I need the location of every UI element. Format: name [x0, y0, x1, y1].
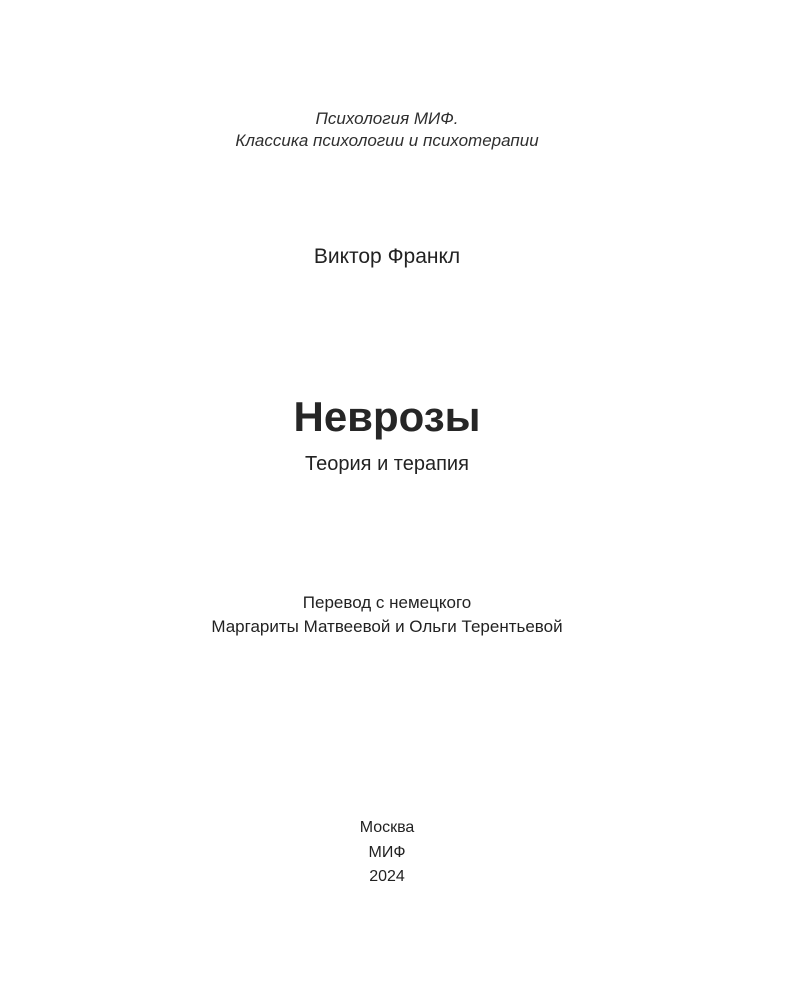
imprint-publisher: МИФ: [368, 844, 406, 861]
imprint-year: 2024: [369, 868, 405, 885]
author-name: Виктор Франкл: [313, 245, 461, 268]
book-subtitle: Теория и терапия: [305, 453, 469, 475]
series-name: Психология МИФ.: [315, 109, 459, 128]
series-subtitle: Классика психологии и психотерапии: [235, 131, 539, 150]
book-title: Неврозы: [293, 393, 481, 440]
translation-note: Перевод с немецкого: [302, 593, 472, 612]
imprint-city: Москва: [359, 819, 415, 836]
translators-names: Маргариты Матвеевой и Ольги Терентьевой: [211, 617, 563, 636]
